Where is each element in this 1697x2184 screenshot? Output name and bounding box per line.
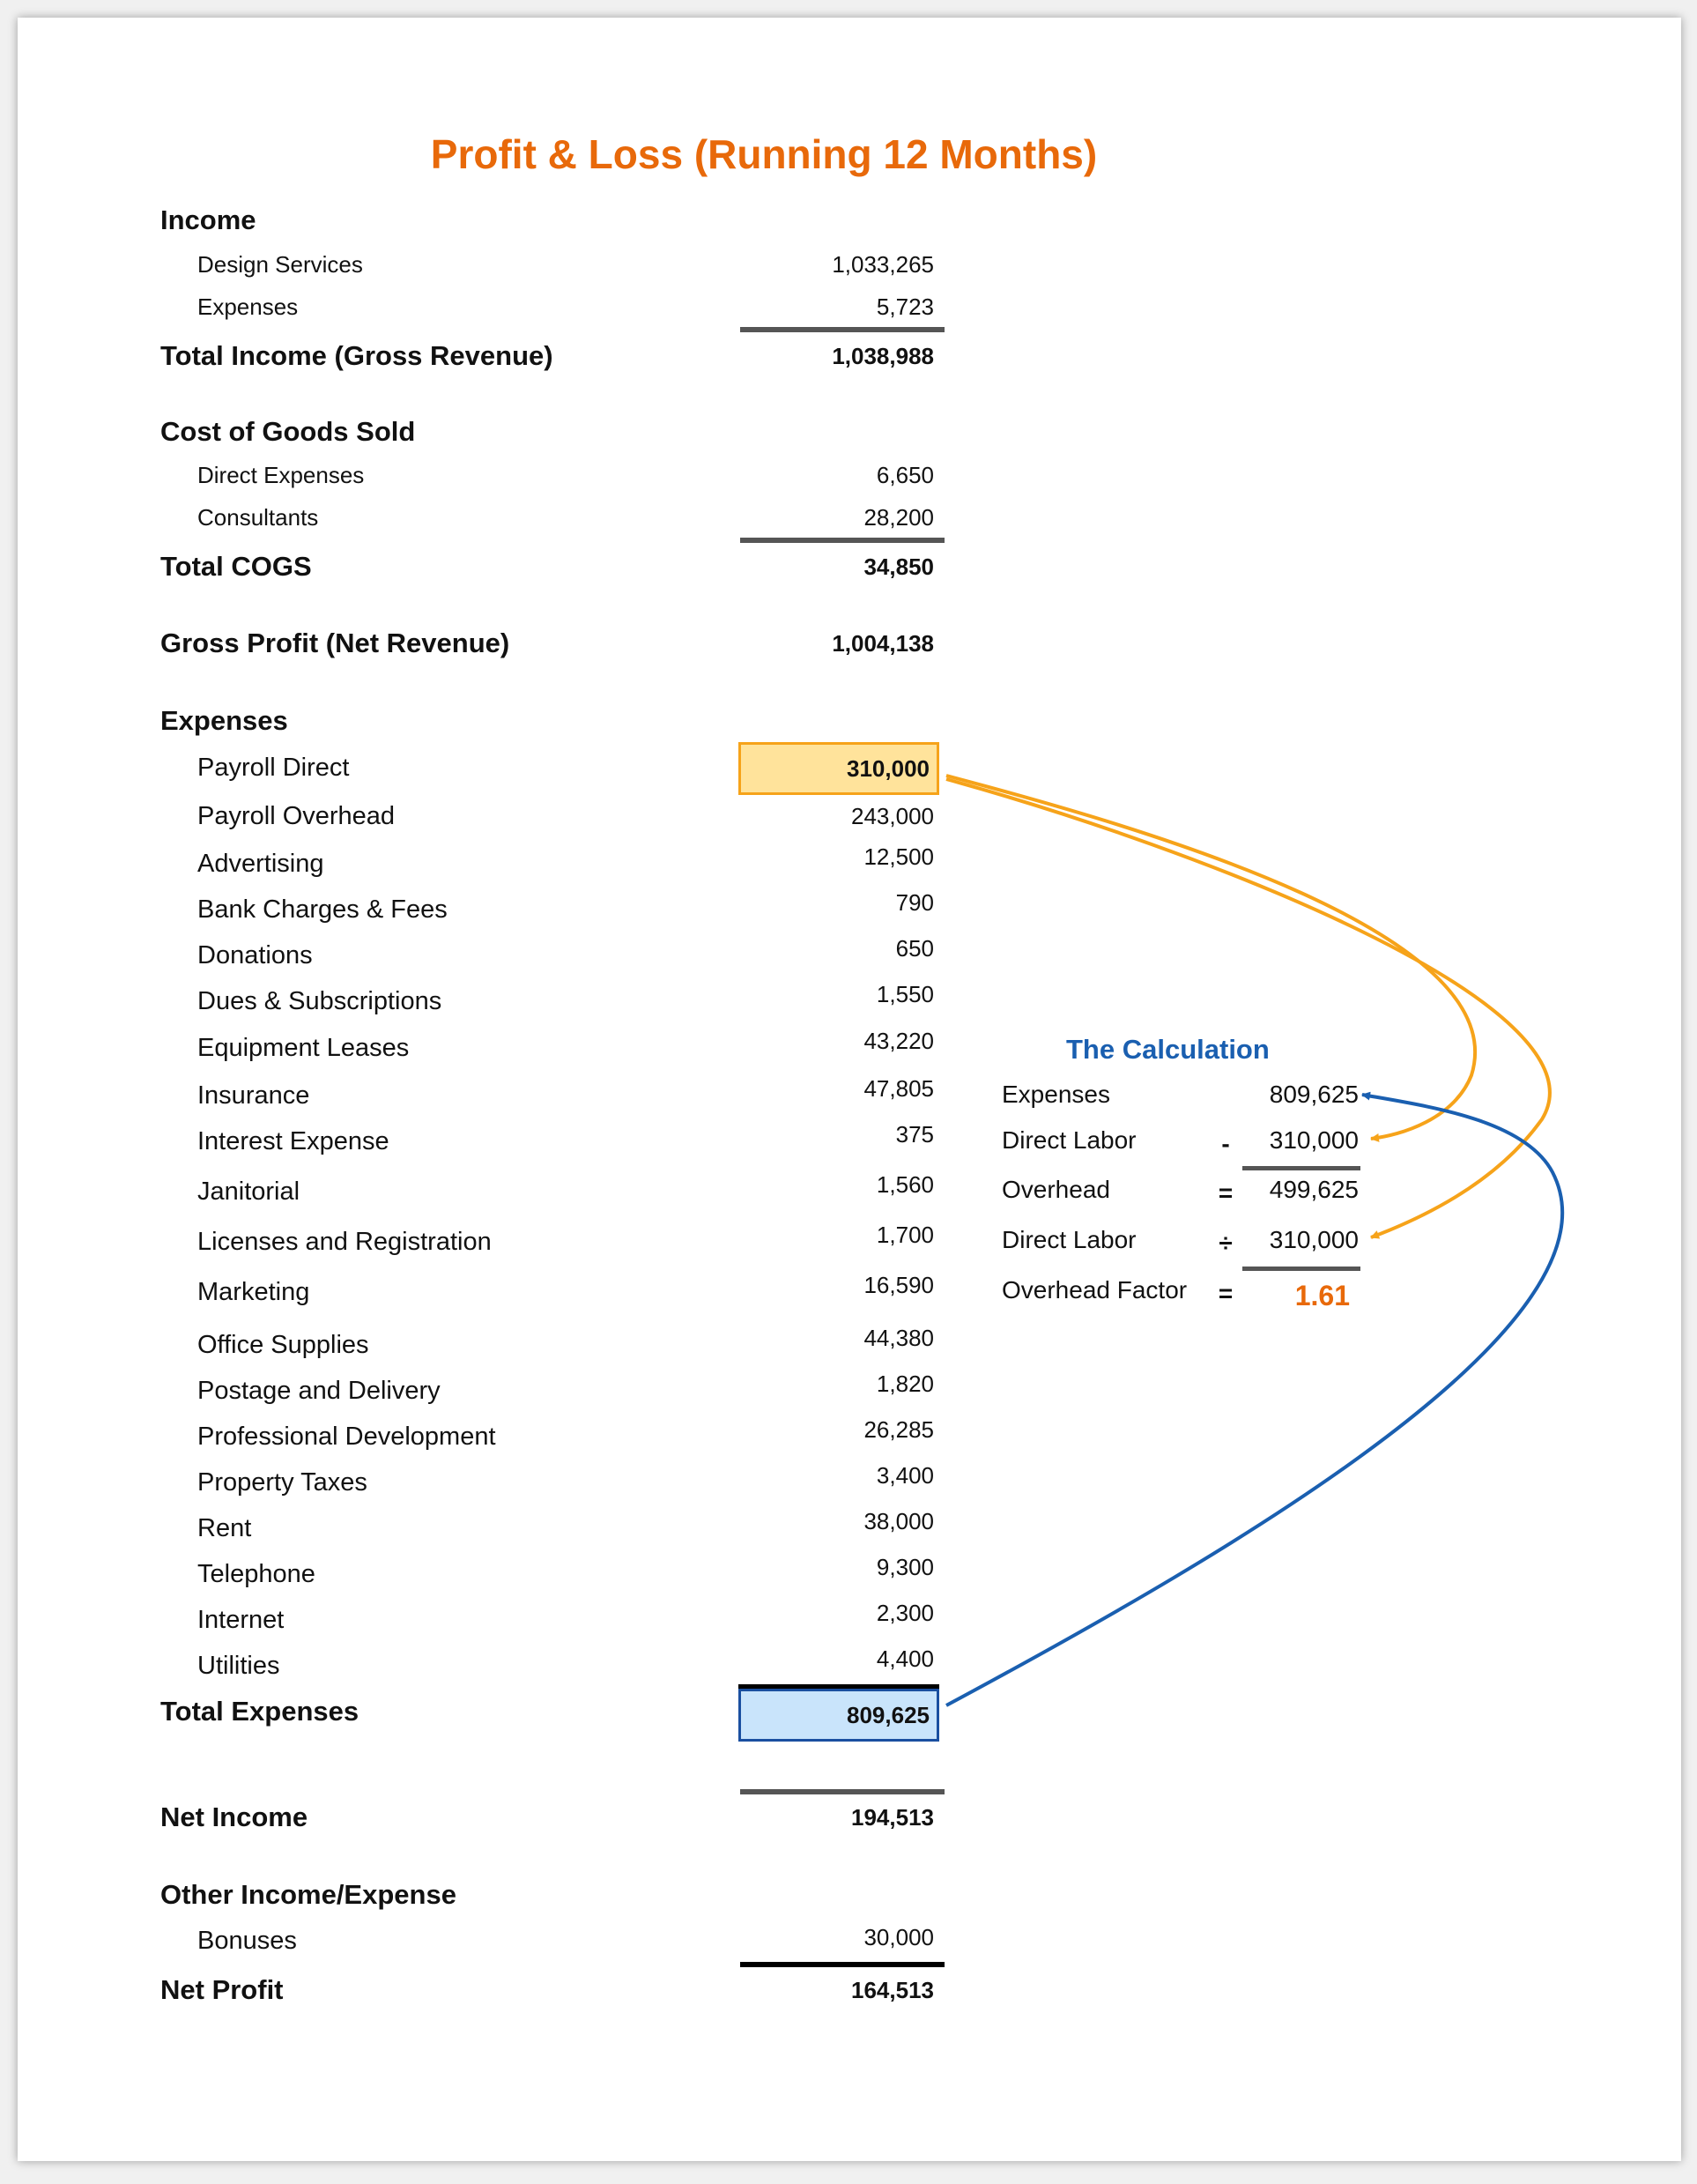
expense-value: 38,000 xyxy=(863,1508,934,1534)
expense-value: 47,805 xyxy=(863,1075,934,1102)
calculation-value: 310,000 xyxy=(1269,1126,1359,1154)
gross-profit-row xyxy=(0,617,1664,670)
expense-label: Bank Charges & Fees xyxy=(197,895,448,924)
line-item-value: 30,000 xyxy=(863,1924,934,1950)
total-cogs-value: 34,850 xyxy=(863,553,934,580)
expense-label: Payroll Direct xyxy=(197,754,350,782)
calculation-row xyxy=(0,1070,1664,1119)
expense-row xyxy=(0,741,1664,794)
net-profit-row xyxy=(0,1964,1664,2017)
line-item xyxy=(0,280,1664,333)
calculation-label: Direct Labor xyxy=(1002,1226,1137,1253)
expenses-heading-row xyxy=(0,695,1664,747)
total-income-value: 1,038,988 xyxy=(832,343,934,369)
expense-label: Property Taxes xyxy=(197,1468,367,1497)
expense-label: Internet xyxy=(197,1606,285,1634)
expense-label: Dues & Subscriptions xyxy=(197,987,442,1015)
section-heading-income: Income xyxy=(160,204,256,235)
equals-operator: = xyxy=(1218,1179,1234,1207)
expense-label: Advertising xyxy=(197,850,324,878)
expense-label: Licenses and Registration xyxy=(197,1228,492,1256)
expense-label: Donations xyxy=(197,941,313,969)
total-row xyxy=(0,330,1664,383)
section-heading-expenses: Expenses xyxy=(160,705,288,736)
expense-value: 1,820 xyxy=(876,1371,934,1397)
total-cogs-label: Total COGS xyxy=(160,551,312,582)
calculation-title: The Calculation xyxy=(1066,1034,1270,1065)
expense-value: 2,300 xyxy=(876,1600,934,1626)
expense-label: Payroll Overhead xyxy=(197,802,396,830)
expense-value: 3,400 xyxy=(876,1462,934,1489)
net-income-value: 194,513 xyxy=(851,1804,934,1831)
line-item-value: 5,723 xyxy=(876,293,934,320)
line-item xyxy=(0,1914,1664,1967)
expense-label: Insurance xyxy=(197,1081,310,1110)
line-item-label: Design Services xyxy=(197,251,363,278)
line-item-value: 1,033,265 xyxy=(832,251,934,278)
expense-value: 1,700 xyxy=(876,1222,934,1248)
expense-value: 375 xyxy=(895,1121,934,1148)
minus-operator: - xyxy=(1221,1130,1230,1157)
section-heading-cogs: Cost of Goods Sold xyxy=(160,416,416,447)
expense-label: Equipment Leases xyxy=(197,1034,410,1062)
report-title: Profit & Loss (Running 12 Months) xyxy=(430,131,1098,177)
calculation-label: Direct Labor xyxy=(1002,1126,1137,1154)
calculation-row xyxy=(0,1215,1664,1265)
expense-value: 650 xyxy=(895,935,934,962)
expense-value: 9,300 xyxy=(876,1554,934,1580)
gross-profit-value: 1,004,138 xyxy=(832,630,934,657)
calculation-row xyxy=(0,1266,1664,1315)
calculation-row xyxy=(0,1116,1664,1165)
expense-value: 243,000 xyxy=(851,803,934,829)
total-expenses-label: Total Expenses xyxy=(160,1696,359,1727)
expense-value: 1,560 xyxy=(876,1171,934,1198)
calculation-value: 310,000 xyxy=(1269,1226,1359,1253)
calculation-label: Overhead Factor xyxy=(1002,1276,1188,1304)
line-item-label: Expenses xyxy=(197,293,299,320)
line-item xyxy=(0,491,1664,544)
overhead-factor-result: 1.61 xyxy=(1294,1280,1350,1311)
expense-value: 4,400 xyxy=(876,1645,934,1672)
net-income-row xyxy=(0,1791,1664,1844)
expense-value: 12,500 xyxy=(863,843,934,870)
expense-label: Telephone xyxy=(197,1560,315,1588)
expense-value: 16,590 xyxy=(863,1272,934,1298)
line-item-label: Direct Expenses xyxy=(197,462,365,488)
calculation-label: Overhead xyxy=(1002,1176,1110,1203)
expense-label: Office Supplies xyxy=(197,1331,369,1359)
divide-operator: ÷ xyxy=(1219,1229,1233,1257)
expense-label: Janitorial xyxy=(197,1177,300,1206)
expense-value: 44,380 xyxy=(863,1325,934,1351)
line-item-label: Bonuses xyxy=(197,1927,297,1955)
expense-label: Interest Expense xyxy=(197,1127,389,1155)
expense-label: Professional Development xyxy=(197,1423,496,1451)
equals-operator: = xyxy=(1218,1280,1234,1307)
expense-label: Marketing xyxy=(197,1278,310,1306)
gross-profit-label: Gross Profit (Net Revenue) xyxy=(160,628,510,658)
line-item-label: Consultants xyxy=(197,504,319,531)
line-item-value: 6,650 xyxy=(876,462,934,488)
section-heading-other: Other Income/Expense xyxy=(160,1879,456,1910)
net-profit-label: Net Profit xyxy=(160,1974,284,2005)
total-expenses-highlight: 809,625 xyxy=(738,1689,939,1742)
expense-value: 26,285 xyxy=(863,1416,934,1443)
line-item-value: 28,200 xyxy=(863,504,934,531)
calculation-value: 499,625 xyxy=(1269,1176,1359,1203)
calculation-row xyxy=(0,1165,1664,1215)
expense-value: 1,550 xyxy=(876,981,934,1007)
total-income-label: Total Income (Gross Revenue) xyxy=(160,340,553,371)
net-profit-value: 164,513 xyxy=(851,1977,934,2003)
calculation-label: Expenses xyxy=(1002,1081,1110,1108)
total-row xyxy=(0,1685,1664,1738)
expense-label: Rent xyxy=(197,1514,252,1542)
expense-label: Postage and Delivery xyxy=(197,1377,441,1405)
expense-label: Utilities xyxy=(197,1652,280,1680)
net-income-label: Net Income xyxy=(160,1801,308,1832)
total-row xyxy=(0,540,1664,593)
calculation-value: 809,625 xyxy=(1269,1081,1359,1108)
expense-value: 43,220 xyxy=(863,1028,934,1054)
expense-value: 790 xyxy=(895,889,934,916)
payroll-direct-highlight: 310,000 xyxy=(738,742,939,795)
